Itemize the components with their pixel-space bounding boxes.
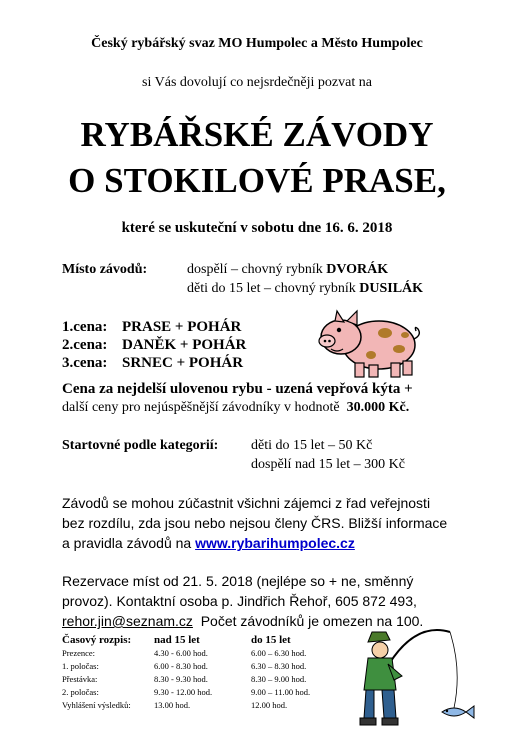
schedule-row-name: 1. poločas: (62, 661, 99, 671)
schedule-row-over15: 13.00 hod. (154, 700, 191, 710)
title-line-1: RYBÁŘSKÉ ZÁVODY (80, 115, 434, 154)
schedule-col-over15: nad 15 let (154, 634, 200, 646)
invite-line: si Vás dovolují co nejsrdečněji pozvat na (142, 75, 372, 90)
reservation-line-2: provoz). Kontaktní osoba p. Jindřich Řehoř, 605 872 493, (62, 593, 417, 609)
extra-prize-amount: 30.000 Kč. (346, 400, 410, 415)
prize-2-item: DANĚK + POHÁR (122, 337, 247, 353)
info-line-3-text: a pravidla závodů na (62, 535, 192, 551)
schedule-col-under15: do 15 let (251, 634, 291, 646)
location-adults-text: dospělí – chovný rybník (187, 262, 323, 277)
location-kids-pond: DUSILÁK (359, 281, 424, 296)
prize-3-item: SRNEC + POHÁR (122, 355, 244, 371)
schedule-row-name: Prezence: (62, 648, 96, 658)
schedule-row-name: 2. poločas: (62, 687, 99, 697)
schedule-row-over15: 4.30 - 6.00 hod. (154, 648, 208, 658)
extra-prize-line-1: Cena za nejdelší ulovenou rybu - uzená vepřová kýta + (62, 381, 413, 397)
info-line-2: bez rozdílu, zda jsou nebo nejsou členy ČRS. Bližší informace (62, 515, 448, 531)
location-kids-text: děti do 15 let – chovný rybník (187, 281, 356, 296)
prize-2-place: 2.cena: (62, 337, 108, 353)
fees-kids: děti do 15 let – 50 Kč (251, 438, 373, 453)
location-label: Místo závodů: (62, 262, 148, 277)
schedule-row-over15: 8.30 - 9.30 hod. (154, 674, 208, 684)
schedule-row-under15: 8.30 – 9.00 hod. (251, 674, 307, 684)
prize-1-place: 1.cena: (62, 319, 108, 335)
prize-1-item: PRASE + POHÁR (122, 319, 242, 335)
contact-email[interactable]: rehor.jin@seznam.cz (62, 613, 193, 629)
schedule-row-under15: 9.00 – 11.00 hod. (251, 687, 311, 697)
location-adults (187, 262, 388, 278)
schedule-row-under15: 6.00 – 6.30 hod. (251, 648, 307, 658)
schedule-row-over15: 6.00 - 8.30 hod. (154, 661, 208, 671)
extra-prize-line-2 (62, 400, 409, 416)
info-line-1: Závodů se mohou zúčastnit všichni zájemci z řad veřejnosti (62, 495, 431, 511)
prize-3-place: 3.cena: (62, 355, 108, 371)
fees-label: Startovné podle kategorií: (62, 438, 219, 453)
fees-adults: dospělí nad 15 let – 300 Kč (251, 457, 405, 472)
reservation-line-1: Rezervace míst od 21. 5. 2018 (nejlépe so + ne, směnný (62, 573, 414, 589)
location-adults-pond: DVORÁK (326, 262, 389, 277)
schedule-row-under15: 12.00 hod. (251, 700, 288, 710)
fisherman-clipart-icon (350, 620, 475, 732)
pig-clipart-icon (313, 305, 425, 381)
schedule-title: Časový rozpis: (62, 634, 132, 646)
schedule-row-under15: 6.30 – 8.30 hod. (251, 661, 307, 671)
schedule-row-name: Přestávka: (62, 674, 98, 684)
title-line-2: O STOKILOVÉ PRASE, (68, 161, 446, 200)
date-line: které se uskuteční v sobotu dne 16. 6. 2018 (121, 220, 393, 236)
schedule-row-name: Vyhlášení výsledků: (62, 700, 131, 710)
location-kids (187, 281, 423, 297)
extra-prize-text: další ceny pro nejúspěšnější závodníky v hodnotě (62, 400, 340, 415)
info-line-3 (62, 535, 355, 551)
website-link[interactable]: www.rybarihumpolec.cz (195, 535, 355, 551)
reservation-capacity: Počet závodníků je omezen na 100. (200, 613, 424, 629)
schedule-row-over15: 9.30 - 12.00 hod. (154, 687, 213, 697)
organizers-line: Český rybářský svaz MO Humpolec a Město Humpolec (91, 36, 423, 51)
